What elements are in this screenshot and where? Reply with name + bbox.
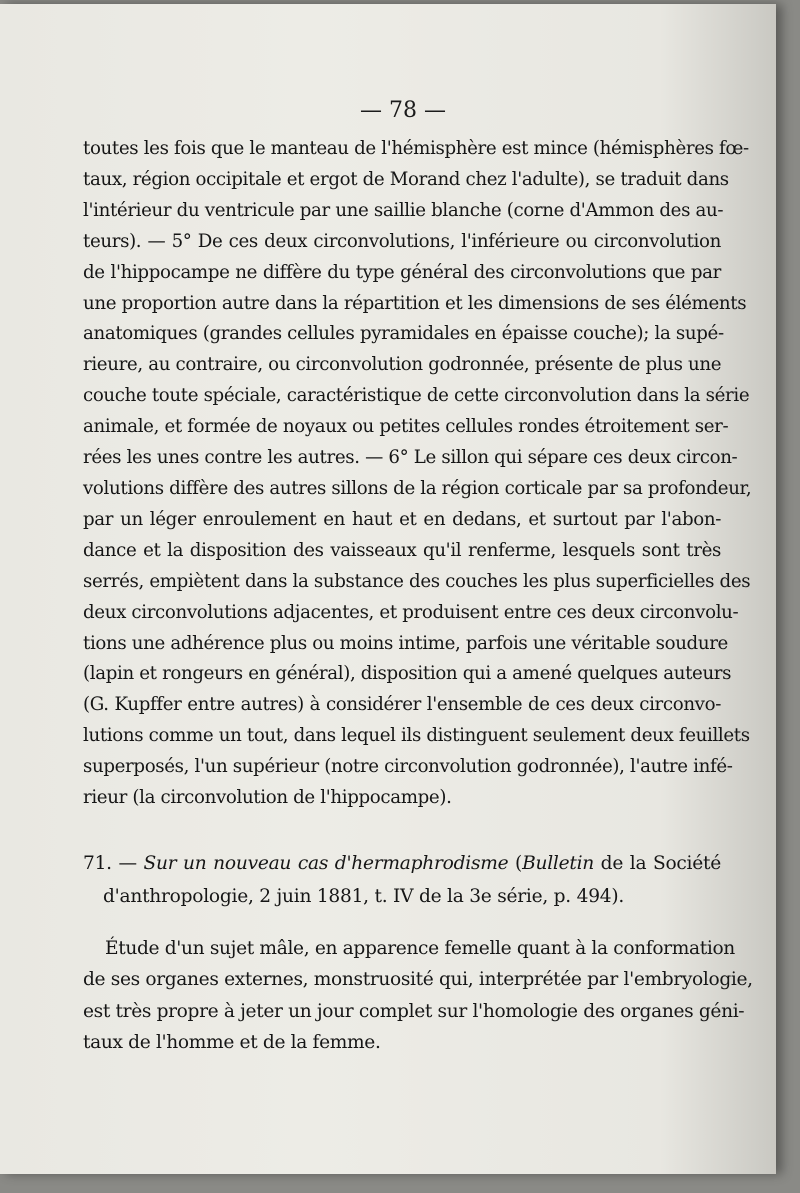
text-line: volutions diffère des autres sillons de la région corticale par sa profondeur, [83,477,752,499]
text-line: toutes les fois que le manteau de l'hémisphère est mince (hémisphères fœ- [83,138,749,159]
text-line: animale, et formée de noyaux ou petites cellules rondes étroitement ser- [83,416,729,438]
entry-open-paren: ( [508,853,523,874]
text-line: tions une adhérence plus ou moins intime, parfois une véritable soudure [83,632,728,654]
text-line: anatomiques (grandes cellules pyramidales en épaisse couche); la supé- [83,323,724,345]
page-number: — 78 — [360,98,446,123]
text-line: de ses organes externes, monstruosité qui, interprétée par l'embryologie, [83,969,753,991]
book-page [0,4,776,1174]
entry-journal: Bulletin [522,853,594,874]
text-line: rées les unes contre les autres. — 6° Le sillon qui sépare ces deux circon- [83,447,738,469]
body-paragraph [83,134,752,814]
entry-line [83,847,721,880]
text-line: (G. Kupffer entre autres) à considérer l'ensemble de ces deux circonvo- [83,694,721,716]
text-line: deux circonvolutions adjacentes, et produisent entre ces deux circonvolu- [83,601,739,623]
text-line: serrés, empiètent dans la substance des couches les plus superficielles des [83,570,751,592]
text-line: de l'hippocampe ne diffère du type général des circonvolutions que par [83,261,721,283]
text-line: couche toute spéciale, caractéristique de cette circonvolution dans la série [83,385,750,407]
entry-citation: d'anthropologie, 2 juin 1881, t. IV de la 3e série, p. 494). [103,886,625,907]
entry-dash: — [111,853,144,874]
text-line: taux, région occipitale et ergot de Morand chez l'adulte), se traduit dans [83,168,729,190]
text-line: par un léger enroulement en haut et en dedans, et surtout par l'abon- [83,508,721,530]
text-line: teurs). — 5° De ces deux circonvolutions, l'inférieure ou circonvolution [83,230,721,252]
text-line: (lapin et rongeurs en général), disposition qui a amené quelques auteurs [83,663,732,685]
bibliography-entry [83,847,721,913]
entry-number: 71. [83,853,112,874]
text-line: Étude d'un sujet mâle, en apparence femelle quant à la conformation [105,938,735,959]
text-line: taux de l'homme et de la femme. [83,1032,381,1054]
text-line: rieure, au contraire, ou circonvolution godronnée, présente de plus une [83,354,722,376]
text-line: l'intérieur du ventricule par une saillie blanche (corne d'Ammon des au- [83,199,724,221]
entry-title: Sur un nouveau cas d'hermaphrodisme [143,853,509,874]
text-line: une proportion autre dans la répartition et les dimensions de ses éléments [83,292,747,314]
text-line: dance et la disposition des vaisseaux qu'il renferme, lesquels sont très [83,539,721,561]
text-line: lutions comme un tout, dans lequel ils distinguent seulement deux feuillets [83,725,750,747]
abstract-paragraph [83,933,753,1059]
entry-line1-rest: de la Société [594,853,721,874]
text-line: est très propre à jeter un jour complet sur l'homologie des organes géni- [83,1000,745,1022]
text-line: rieur (la circonvolution de l'hippocampe). [83,787,452,809]
text-line: superposés, l'un supérieur (notre circonvolution godronnée), l'autre infé- [83,756,733,778]
